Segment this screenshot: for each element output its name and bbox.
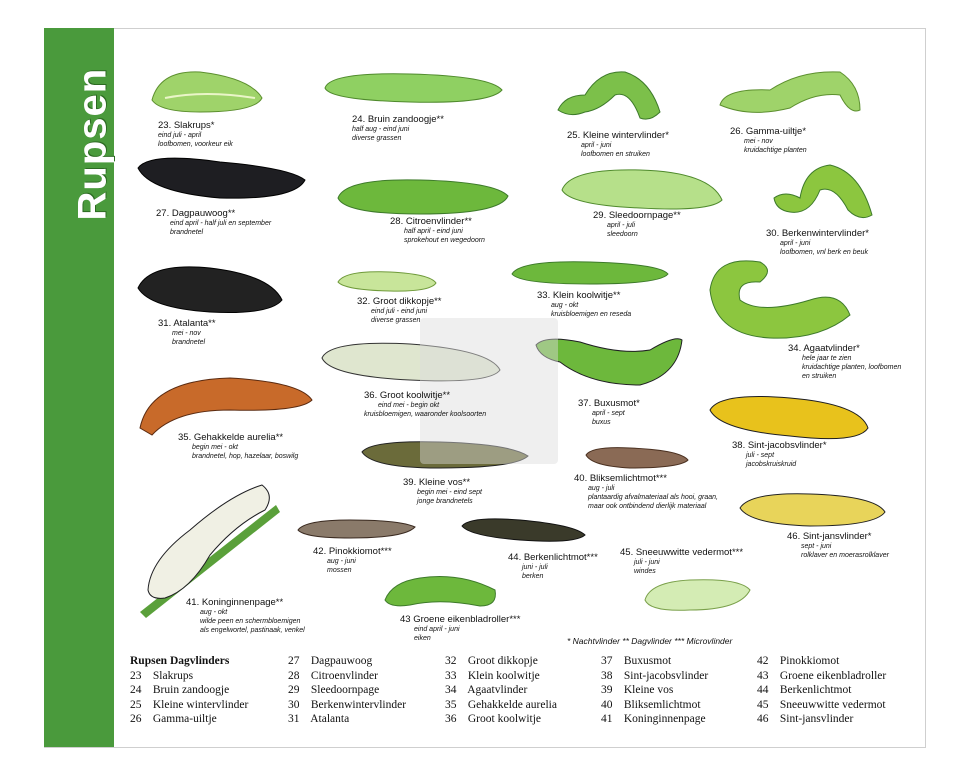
index-column-1 <box>130 654 248 727</box>
index-item: 37 Buxusmot <box>601 655 672 667</box>
caption-46: 46. Sint-jansvlinder* sept - juni rolklaver en moerasrolklaver <box>787 531 889 559</box>
caption-41: 41. Koninginnenpage** aug - okt wilde peen en schermbloemigen als engelwortel, pastinaak, venkel <box>186 597 305 634</box>
index-heading: Rupsen Dagvlinders <box>130 655 230 667</box>
index-column-4 <box>601 654 708 727</box>
index-item: 26 Gamma-uiltje <box>130 713 217 726</box>
caption-30: 30. Berkenwintervlinder* april - juni loofbomen, vnl berk en beuk <box>766 228 869 256</box>
index-item: 31 Atalanta <box>288 713 350 726</box>
caterpillar-26-illustration <box>720 72 860 113</box>
caption-35: 35. Gehakkelde aurelia** begin mei - okt brandnetel, hop, hazelaar, boswilg <box>178 432 299 460</box>
caption-44: 44. Berkenlichtmot*** juni - juli berken <box>508 552 598 580</box>
caption-23: 23. Slakrups* eind juli - april loofbomen, voorkeur eik <box>158 120 233 148</box>
caption-27: 27. Dagpauwoog** eind april - half juli en september brandnetel <box>156 208 272 236</box>
caption-25: 25. Kleine wintervlinder* april - juni loofbomen en struiken <box>567 130 669 158</box>
index-item: 33 Klein koolwitje <box>445 669 540 682</box>
caption-34: 34. Agaatvlinder* hele jaar te zien kruidachtige planten, loofbomen en struiken <box>788 343 902 380</box>
index-item: 34 Agaatvlinder <box>445 684 528 697</box>
caption-45: 45. Sneeuwwitte vedermot*** juli - juni windes <box>620 547 744 575</box>
index-item: 32 Groot dikkopje <box>445 655 538 667</box>
caterpillar-28-illustration <box>338 180 508 214</box>
caterpillar-45-illustration <box>645 580 750 611</box>
index-item: 25 Kleine wintervlinder <box>130 698 249 711</box>
caption-38: 38. Sint-jacobsvlinder* juli - sept jacobskruiskruid <box>732 440 827 468</box>
index-item: 39 Kleine vos <box>601 684 674 697</box>
index-item: 46 Sint-jansvlinder <box>757 713 854 726</box>
caterpillar-27-illustration <box>138 158 305 198</box>
index-item: 30 Berkenwintervlinder <box>288 698 407 711</box>
caption-32: 32. Groot dikkopje** eind juli - eind juni diverse grassen <box>357 296 442 324</box>
index-item: 24 Bruin zandoogje <box>130 684 230 697</box>
caption-29: 29. Sleedoornpage** april - juli sleedoorn <box>593 210 681 238</box>
caption-24: 24. Bruin zandoogje** half aug - eind juni diverse grassen <box>352 114 444 142</box>
caterpillar-42-illustration <box>298 520 415 538</box>
caterpillar-32-illustration <box>338 272 436 291</box>
caterpillar-29-illustration <box>562 170 722 209</box>
caterpillar-40-illustration <box>586 448 688 468</box>
caption-39: 39. Kleine vos** begin mei - eind sept jonge brandnetels <box>403 477 482 505</box>
index-item: 28 Citroenvlinder <box>288 669 378 682</box>
caption-36: 36. Groot koolwitje** eind mei - begin okt kruisbloemigen, waaronder koolsoorten <box>364 390 487 418</box>
index-item: 27 Dagpauwoog <box>288 655 373 667</box>
caterpillar-44-illustration <box>462 519 585 541</box>
index-item: 45 Sneeuwwitte vedermot <box>757 698 886 711</box>
caterpillar-43-illustration <box>385 577 495 607</box>
page-title: Rupsen <box>70 67 115 221</box>
index-item: 36 Groot koolwitje <box>445 713 542 726</box>
index-item: 44 Berkenlichtmot <box>757 684 852 697</box>
index-item: 38 Sint-jacobsvlinder <box>601 669 709 682</box>
index-column-5 <box>757 654 886 727</box>
index-column-2 <box>288 654 406 727</box>
caterpillar-38-illustration <box>710 397 868 439</box>
index-item: 41 Koninginnenpage <box>601 713 706 726</box>
index-item: 40 Bliksemlichtmot <box>601 698 701 711</box>
caterpillar-24-illustration <box>325 74 502 102</box>
index-item: 42 Pinokkiomot <box>757 655 840 667</box>
legend-key: * Nachtvlinder ** Dagvlinder *** Microvlinder <box>567 636 733 646</box>
caption-33: 33. Klein koolwitje** aug - okt kruisbloemigen en reseda <box>537 290 632 318</box>
index-item: 29 Sleedoornpage <box>288 684 380 697</box>
caption-40: 40. Bliksemlichtmot*** aug - juli plantaardig afvalmateriaal als hooi, graan, maar ook ontbindend dierlijk materiaal <box>574 473 718 510</box>
caption-37: 37. Buxusmot* april - sept buxus <box>578 398 640 426</box>
caterpillar-31-illustration <box>138 267 282 313</box>
index-item: 35 Gehakkelde aurelia <box>445 698 557 711</box>
index-column-3 <box>445 654 557 727</box>
index-item: 43 Groene eikenbladroller <box>757 669 887 682</box>
caterpillar-23-illustration <box>152 72 262 112</box>
caption-28: 28. Citroenvlinder** half april - eind juni sprokehout en wegedoorn <box>390 216 485 244</box>
caterpillar-34-illustration <box>710 261 850 338</box>
index-item: 23 Slakrups <box>130 669 194 682</box>
caterpillar-35-illustration <box>140 378 312 435</box>
caption-31: 31. Atalanta** mei - nov brandnetel <box>158 318 216 346</box>
caterpillar-33-illustration <box>512 262 668 284</box>
caption-43: 43 Groene eikenbladroller*** eind april - juni eiken <box>400 614 521 642</box>
caterpillar-30-illustration <box>774 165 872 218</box>
caterpillar-25-illustration <box>558 72 660 119</box>
caption-42: 42. Pinokkiomot*** aug - juni mossen <box>313 546 392 574</box>
caterpillar-46-illustration <box>740 494 885 526</box>
caption-26: 26. Gamma-uiltje* mei - nov kruidachtige planten <box>730 126 807 154</box>
